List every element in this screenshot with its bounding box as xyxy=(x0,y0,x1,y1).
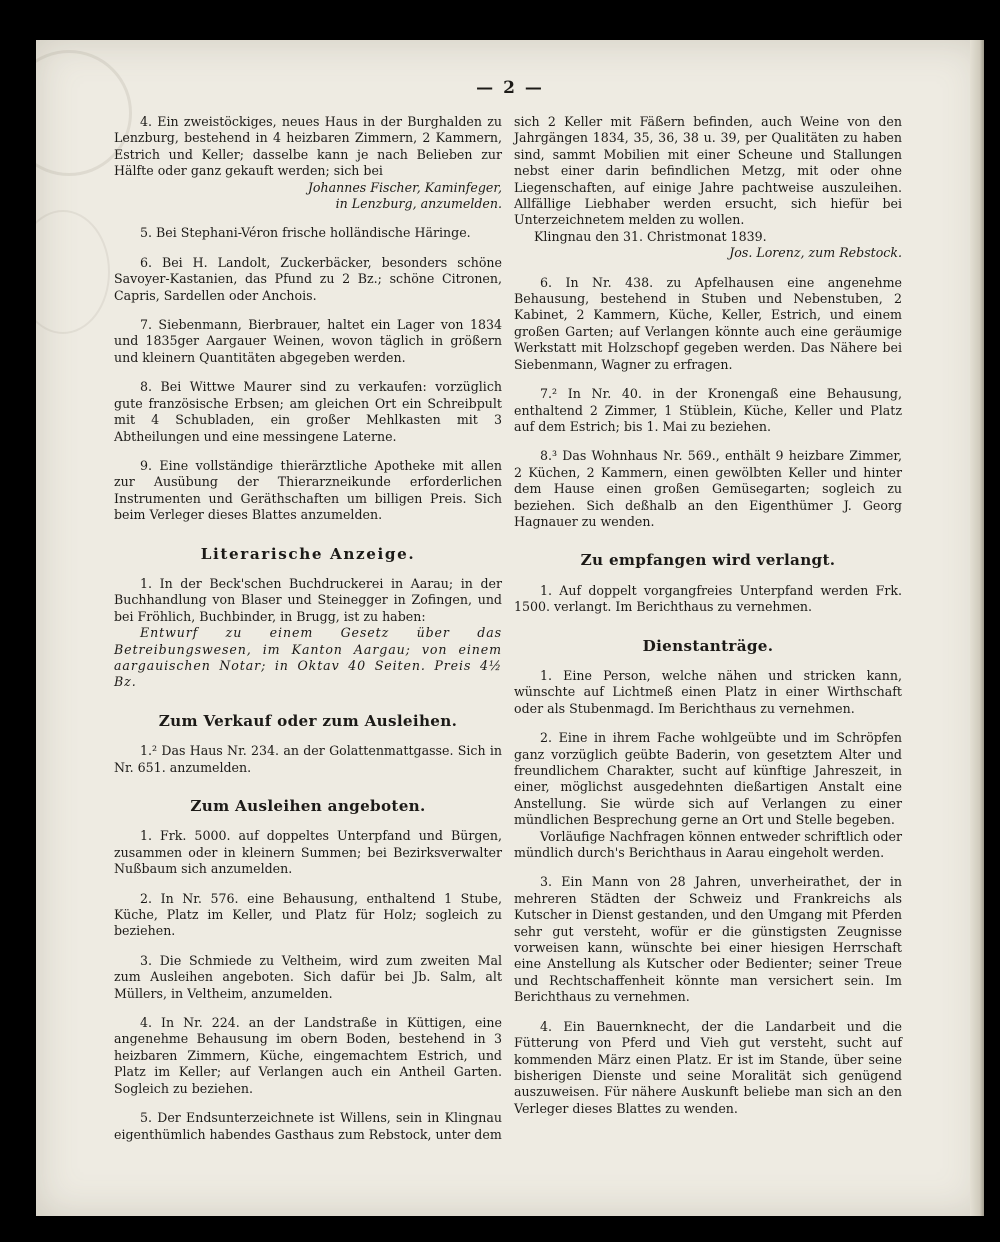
wanted-entry-1: 1. Auf doppelt vorgangfreies Unterpfand werden Frk. 1500. verlangt. Im Berichthaus zu vernehmen. xyxy=(514,582,902,615)
lease-entry-4: 4. In Nr. 224. an der Landstraße in Küttigen, eine angenehme Behausung im obern Boden, bestehend in 3 heizbaren Zimmern, Küche, eingemachtem Estrich, und Platz im Keller; auf Verlangen auch ein Antheil Garten. Sogleich zu beziehen. xyxy=(114,1015,502,1096)
ad-entry-widow-maurer: 8. Bei Wittwe Maurer sind zu verkaufen: vorzüglich gute französische Erbsen; am gleichen Ort ein Schreibpult mit 4 Schubladen, ein großer Mehlkasten mit 3 Abtheilungen und eine messingene Laterne. xyxy=(114,379,502,444)
service-entry-3: 3. Ein Mann von 28 Jahren, unverheirathet, der in mehreren Städten der Schweiz und Frankreichs als Kutscher in Dienst gestanden, und den Umgang mit Pferden sehr gut versteht, wofür er die günstigsten Zeugnisse vorweisen kann, wünschte bei einer hiesigen Herrschaft eine Anstellung als Kutscher oder Bedienter; seiner Treue und Rechtschaffenheit könnte man versichert sein. Im Berichthaus zu vernehmen. xyxy=(514,874,902,1005)
ad-entry-herring: 5. Bei Stephani-Véron frische holländische Häringe. xyxy=(140,225,471,241)
ad-entry-chestnuts: 6. Bei H. Landolt, Zuckerbäcker, besonders schöne Savoyer-Kastanien, das Pfund zu 2 Bz.; schöne Citronen, Capris, Sardellen oder Anchois. xyxy=(114,254,502,303)
lease-entry-3: 3. Die Schmiede zu Veltheim, wird zum zweiten Mal zum Ausleihen angeboten. Sich dafür bei Jb. Salm, alt Müllers, in Veltheim, anzumelden. xyxy=(114,952,502,1001)
service-entry-2-note: Vorläufige Nachfragen können entweder schriftlich oder mündlich durch's Berichthaus in Aarau eingeholt werden. xyxy=(514,828,902,861)
lease-entry-5: 5. Der Endsunterzeichnete ist Willens, sein in Klingnau eigenthümlich habendes Gasthaus zum Rebstock, unter dem xyxy=(114,1110,502,1142)
lease-entry-1: 1. Frk. 5000. auf doppeltes Unterpfand und Bürgen, zusammen oder in kleinern Summen; bei Bezirksverwalter Nußbaum sich anzumelden. xyxy=(114,828,502,877)
ad-signature-place: in Lenzburg, anzumelden. xyxy=(335,196,502,212)
lease-entry-8: 8.³ Das Wohnhaus Nr. 569., enthält 9 heizbare Zimmer, 2 Küchen, 2 Kammern, einen gewölbten Keller und hinter dem Hause einen großen Gemüsegarten; sogleich zu beziehen. Sich deßhalb an den Eigenthümer J. Georg Hagnauer zu wenden. xyxy=(514,448,902,529)
ad-text: 4. Ein zweistöckiges, neues Haus in der Burghalden zu Lenzburg, bestehend in 4 heizbaren Zimmern, 2 Kammern, Estrich und Keller; dasselbe kann je nach Belieben zur Hälfte oder ganz gekauft werden; sich bei xyxy=(114,114,502,179)
ad-entry-house-lenzburg xyxy=(114,114,502,212)
lease-entry-6: 6. In Nr. 438. zu Apfelhausen eine angenehme Behausung, bestehend in Stuben und Nebenstuben, 2 Kabinet, 2 Kammern, Küche, Keller, Estrich, und einem großen Garten; auf Verlangen könnte auch eine geräumige Werkstatt mit Holzschopf gegeben werden. Das Nähere bei Siebenmann, Wagner zu erfragen. xyxy=(514,274,902,372)
left-column xyxy=(114,114,502,1156)
literary-book-title: Entwurf zu einem Gesetz über das Betreibungswesen, im Kanton Aargau; von einem aargauischen Notar; in Oktav 40 Seiten. Preis 4½ Bz. xyxy=(114,625,502,690)
page-edge xyxy=(970,40,984,1216)
lease-entry-2: 2. In Nr. 576. eine Behausung, enthaltend 1 Stube, Küche, Platz im Keller, und Platz für Holz; sogleich zu beziehen. xyxy=(114,890,502,939)
right-column xyxy=(514,114,902,1130)
service-entry-4: 4. Ein Bauernknecht, der die Landarbeit und die Fütterung von Pferd und Vieh gut versteht, sucht auf kommenden März einen Platz. Er ist im Stande, über seine bisherigen Dienste und seine Moralität sich genügend auszuweisen. Für nähere Auskunft beliebe man sich an den Verleger dieses Blattes zu wenden. xyxy=(514,1018,902,1116)
service-entry-2: 2. Eine in ihrem Fache wohlgeübte und im Schröpfen ganz vorzüglich geübte Baderin, von gesetztem Alter und freundlichem Charakter, sucht auf künftige Jahreszeit, in einer, möglichst ausgedehnten dießartigen Anstalt eine Anstellung. Sie würde sich auf Verlangen zu einer mündlichen Besprechung gerne an Ort und Stelle begeben. xyxy=(514,730,902,828)
section-heading-offered-lease: Zum Ausleihen angeboten. xyxy=(190,797,426,815)
ad-entry-veterinary-pharmacy: 9. Eine vollständige thierärztliche Apotheke mit allen zur Ausübung der Thierarzneikunde erforderlichen Instrumenten und Geräthschaften um billigen Preis. Sich beim Verleger dieses Blattes anzumelden. xyxy=(114,457,502,523)
ad-text: sich 2 Keller mit Fäßern befinden, auch Weine von den Jahrgängen 1834, 35, 36, 38 u. 39, per Qualitäten zu haben sind, sammt Mobilien mit einer Scheune und Stallungen nebst einer darin befindlichen Metzg, mit oder ohne Liegenschaften, auf einige Jahre pachtweise auszuleihen. Allfällige Liebhaber werden ersucht, sich hiefür bei Unterzeichnetem melden zu wollen. xyxy=(514,114,902,228)
page-number: — 2 — xyxy=(476,78,544,98)
ad-date: Klingnau den 31. Christmonat 1839. xyxy=(534,228,767,244)
ad-entry-wine: 7. Siebenmann, Bierbrauer, haltet ein Lager von 1834 und 1835ger Aargauer Weinen, wovon täglich in größern und kleinern Quantitäten abgegeben werden. xyxy=(114,317,502,365)
ad-signature: Johannes Fischer, Kaminfeger, xyxy=(307,179,502,195)
service-entry-1: 1. Eine Person, welche nähen und stricken kann, wünschte auf Lichtmeß einen Platz in einer Wirthschaft oder als Stubenmagd. Im Berichthaus zu vernehmen. xyxy=(514,667,902,716)
section-heading-sale-or-lease: Zum Verkauf oder zum Ausleihen. xyxy=(158,711,458,730)
lease-entry-5-continued xyxy=(514,114,902,262)
section-heading-wanted: Zu empfangen wird verlangt. xyxy=(580,551,836,570)
sale-entry-1: 1.² Das Haus Nr. 234. an der Golattenmattgasse. Sich in Nr. 651. anzumelden. xyxy=(114,743,502,775)
section-heading-services: Dienstanträge. xyxy=(642,636,774,655)
lease-entry-7: 7.² In Nr. 40. in der Kronengaß eine Behausung, enthaltend 2 Zimmer, 1 Stüblein, Küche, Keller und Platz auf dem Estrich; bis 1. Mai zu beziehen. xyxy=(514,386,902,434)
faded-stamp-mark-lower xyxy=(36,210,110,334)
ad-signature: Jos. Lorenz, zum Rebstock. xyxy=(729,245,902,261)
literary-notice: 1. In der Beck'schen Buchdruckerei in Aarau; in der Buchhandlung von Blaser und Steinegger in Zofingen, und bei Fröhlich, Buchbinder, in Brugg, ist zu haben: xyxy=(114,575,502,624)
newspaper-page xyxy=(36,40,984,1216)
section-heading-literary: Literarische Anzeige. xyxy=(200,544,416,563)
